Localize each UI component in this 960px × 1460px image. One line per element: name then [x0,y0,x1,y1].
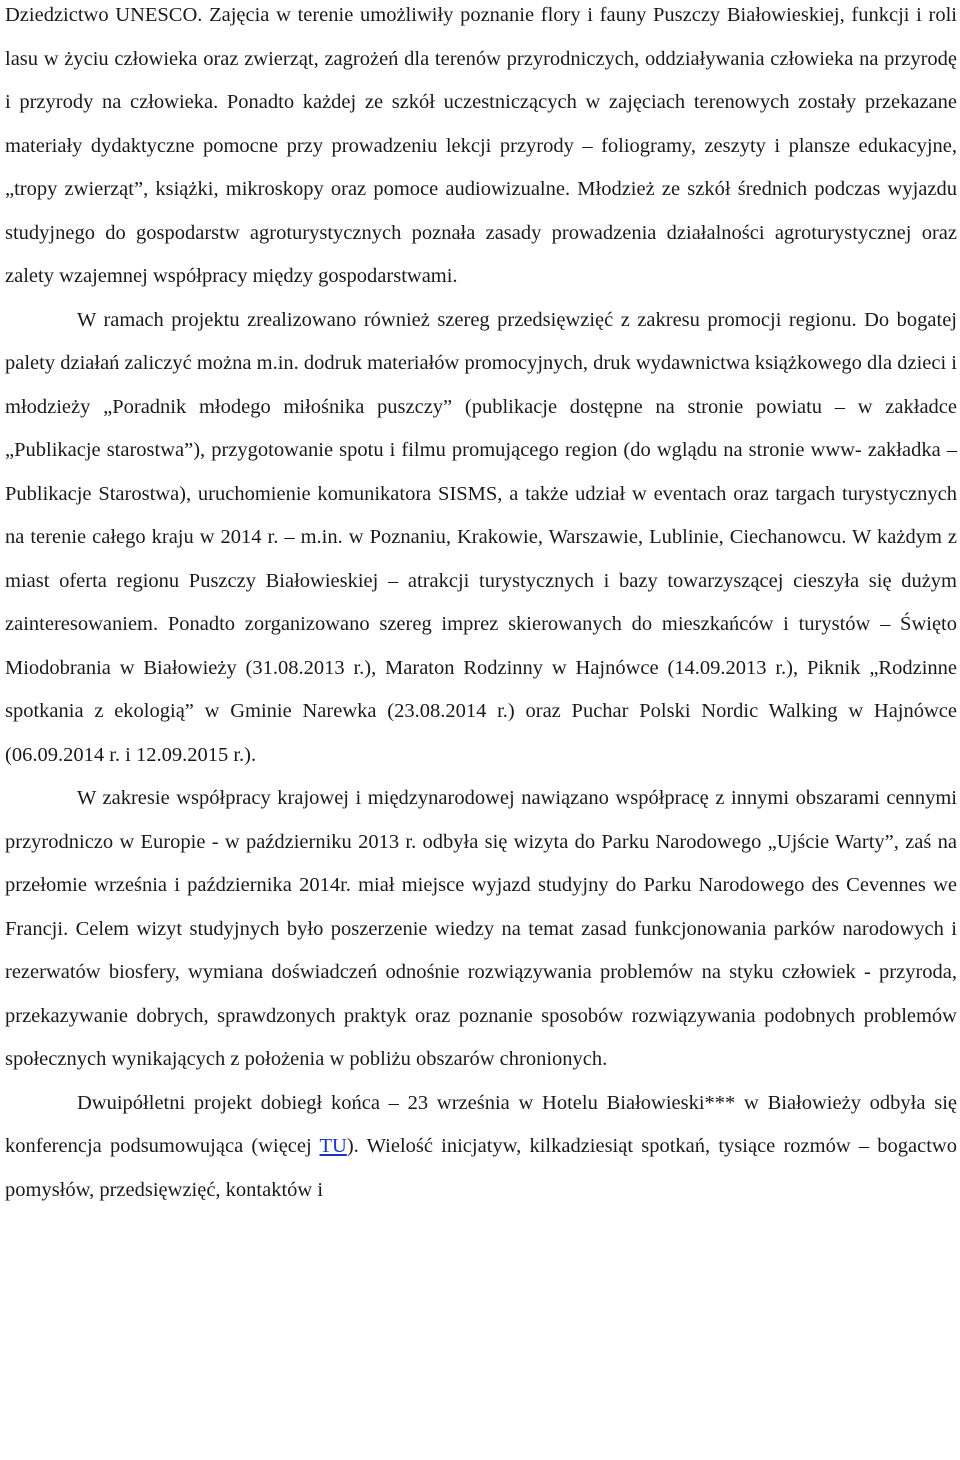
more-info-link[interactable]: TU [319,1135,347,1157]
paragraph-4-text-start: Dwuipółletni projekt dobiegł końca – 23 września w Hotelu Białowieski*** w Białowieży odbyła się konferencja podsumowująca (więcej [5,1091,957,1157]
paragraph-1: Dziedzictwo UNESCO. Zajęcia w terenie umożliwiły poznanie flory i fauny Puszczy Białowieskiej, funkcji i roli lasu w życiu człowieka oraz zwierząt, zagrożeń dla terenów przyrodniczych, oddziaływania człowieka na przyrodę i przyrody na człowieka. Ponadto każdej ze szkół uczestniczących w zajęciach terenowych zostały przekazane materiały dydaktyczne pomocne przy prowadzeniu lekcji przyrody – foliogramy, zeszyty i plansze edukacyjne, „tropy zwierząt”, książki, mikroskopy oraz pomoce audiowizualne. Młodzież ze szkół średnich podczas wyjazdu studyjnego do gospodarstw agroturystycznych poznała zasady prowadzenia działalności agroturystycznej oraz zalety wzajemnej współpracy między gospodarstwami. [5,4,957,287]
paragraph-2: W ramach projektu zrealizowano również szereg przedsięwzięć z zakresu promocji regionu. Do bogatej palety działań zaliczyć można m.in. dodruk materiałów promocyjnych, druk wydawnictwa książkowego dla dzieci i młodzieży „Poradnik młodego miłośnika puszczy” (publikacje dostępne na stronie powiatu – w zakładce „Publikacje starostwa”), przygotowanie spotu i filmu promującego region (do wglądu na stronie www- zakładka – Publikacje Starostwa), uruchomienie komunikatora SISMS, a także udział w eventach oraz targach turystycznych na terenie całego kraju w 2014 r. – m.in. w Poznaniu, Krakowie, Warszawie, Lublinie, Ciechanowcu. W każdym z miast oferta regionu Puszczy Białowieskiej – atrakcji turystycznych i bazy towarzyszącej cieszyła się dużym zainteresowaniem. Ponadto zorganizowano szereg imprez skierowanych do mieszkańców i turystów – Święto Miodobrania w Białowieży (31.08.2013 r.), Maraton Rodzinny w Hajnówce (14.09.2013 r.), Piknik „Rodzinne spotkania z ekologią” w Gminie Narewka (23.08.2014 r.) oraz Puchar Polski Nordic Walking w Hajnówce (06.09.2014 r. i 12.09.2015 r.). [5,308,957,766]
paragraph-3: W zakresie współpracy krajowej i międzynarodowej nawiązano współpracę z innymi obszarami cennymi przyrodniczo w Europie - w październiku 2013 r. odbyła się wizyta do Parku Narodowego „Ujście Warty”, zaś na przełomie września i października 2014r. miał miejsce wyjazd studyjny do Parku Narodowego des Cevennes we Francji. Celem wizyt studyjnych było poszerzenie wiedzy na temat zasad funkcjonowania parków narodowych i rezerwatów biosfery, wymiana doświadczeń odnośnie rozwiązywania problemów na styku człowiek - przyroda, przekazywanie dobrych, sprawdzonych praktyk oraz poznanie sposobów rozwiązywania podobnych problemów społecznych wynikających z położenia w pobliżu obszarów chronionych. [5,787,957,1070]
paragraph-4-text-end: ). Wielość inicjatyw, kilkadziesiąt spotkań, tysiące rozmów – bogactwo pomysłów, przedsięwzięć, kontaktów i [5,1135,957,1201]
paragraph-4 [5,1082,957,1213]
